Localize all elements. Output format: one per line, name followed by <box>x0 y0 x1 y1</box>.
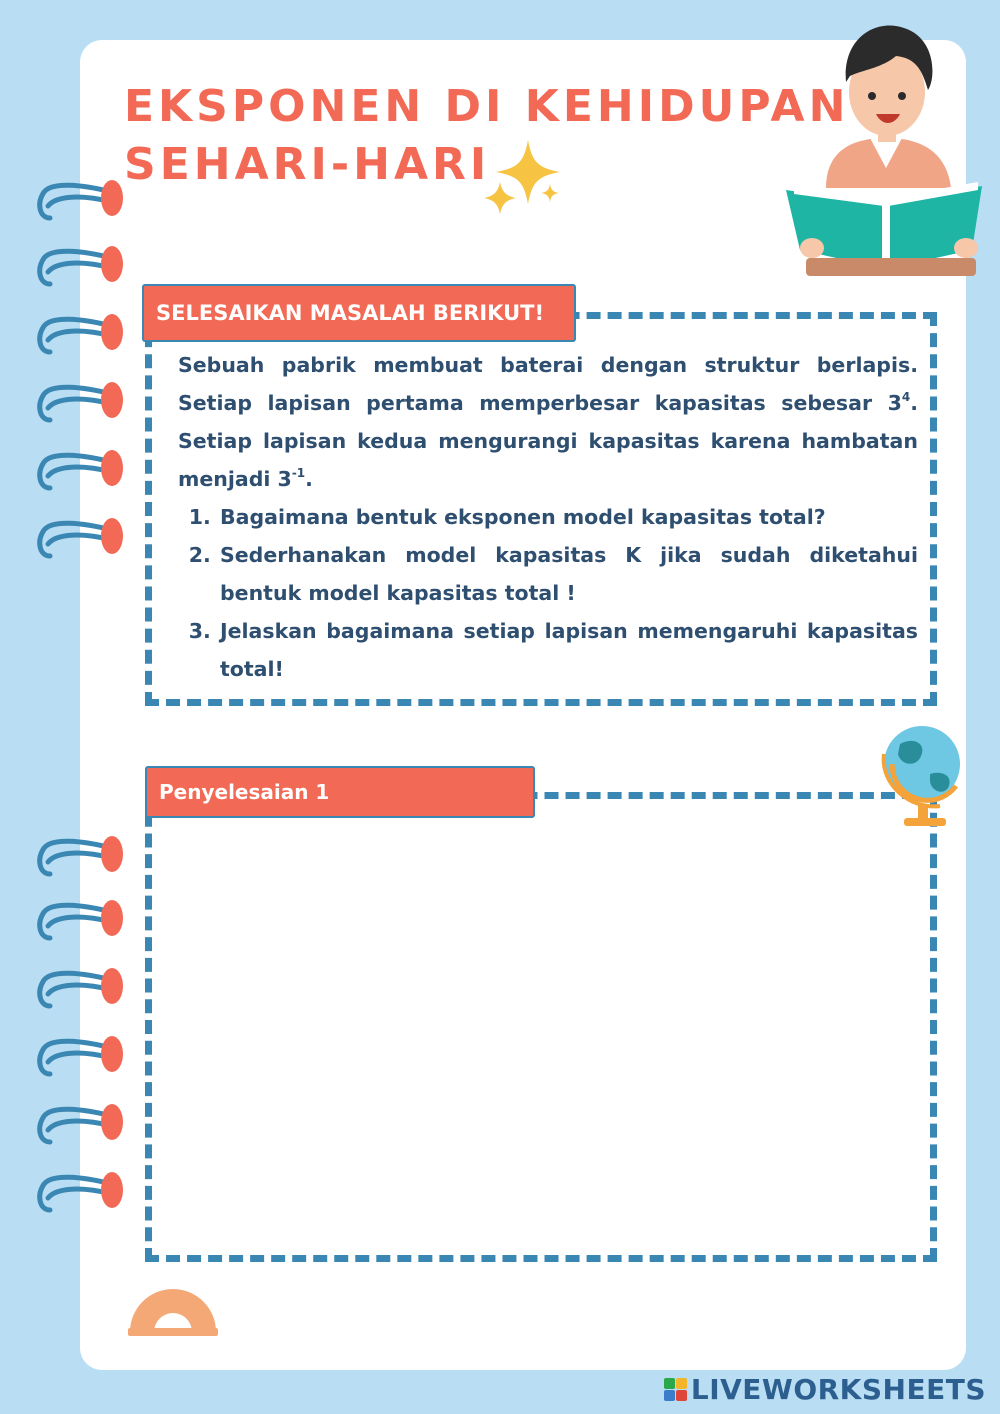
spiral-ring-icon <box>40 314 123 352</box>
exponent-2: -1 <box>291 466 306 480</box>
spiral-ring-icon <box>40 1172 123 1210</box>
page-title-line-1: EKSPONEN DI KEHIDUPAN <box>124 81 850 132</box>
spiral-ring-icon <box>40 836 123 874</box>
question-item: 1. Bagaimana bentuk eksponen model kapasitas total? <box>218 498 918 536</box>
question-item: 2. Sederhanakan model kapasitas K jika sudah diketahui bentuk model kapasitas total ! <box>218 536 918 612</box>
liveworksheets-icon <box>664 1378 687 1401</box>
boy-reading-book-icon <box>786 18 986 288</box>
problem-header-label: SELESAIKAN MASALAH BERIKUT! <box>156 301 545 325</box>
problem-intro <box>178 346 918 498</box>
spiral-ring-icon <box>40 450 123 488</box>
spiral-ring-icon <box>40 1104 123 1142</box>
spiral-ring-icon <box>40 246 123 284</box>
intro-part-2: . Setiap lapisan kedua mengurangi kapasitas karena hambatan menjadi 3 <box>178 391 918 491</box>
liveworksheets-logo <box>664 1373 986 1406</box>
page-title-line-2: SEHARI-HARI <box>124 139 491 190</box>
sparkle-icon <box>480 136 570 226</box>
intro-part-3: . <box>305 467 313 491</box>
spiral-ring-icon <box>40 382 123 420</box>
spiral-binding <box>0 0 140 1414</box>
intro-part-1: Sebuah pabrik membuat baterai dengan struktur berlapis. Setiap lapisan pertama memperbesar kapasitas sebesar 3 <box>178 353 918 415</box>
exponent-1: 4 <box>901 390 911 404</box>
globe-icon <box>870 714 966 830</box>
spiral-ring-icon <box>40 968 123 1006</box>
answer-header <box>145 766 535 818</box>
answer-header-label: Penyelesaian 1 <box>159 780 330 804</box>
question-item: 3. Jelaskan bagaimana setiap lapisan memengaruhi kapasitas total! <box>218 612 918 688</box>
problem-header <box>142 284 576 342</box>
spiral-ring-icon <box>40 180 123 218</box>
problem-text <box>178 346 918 688</box>
spiral-ring-icon <box>40 1036 123 1074</box>
question-list <box>178 498 918 688</box>
answer-input[interactable] <box>162 830 924 1250</box>
brand-text: LIVEWORKSHEETS <box>690 1373 986 1406</box>
spiral-ring-icon <box>40 900 123 938</box>
protractor-icon <box>126 1276 220 1340</box>
spiral-ring-icon <box>40 518 123 556</box>
